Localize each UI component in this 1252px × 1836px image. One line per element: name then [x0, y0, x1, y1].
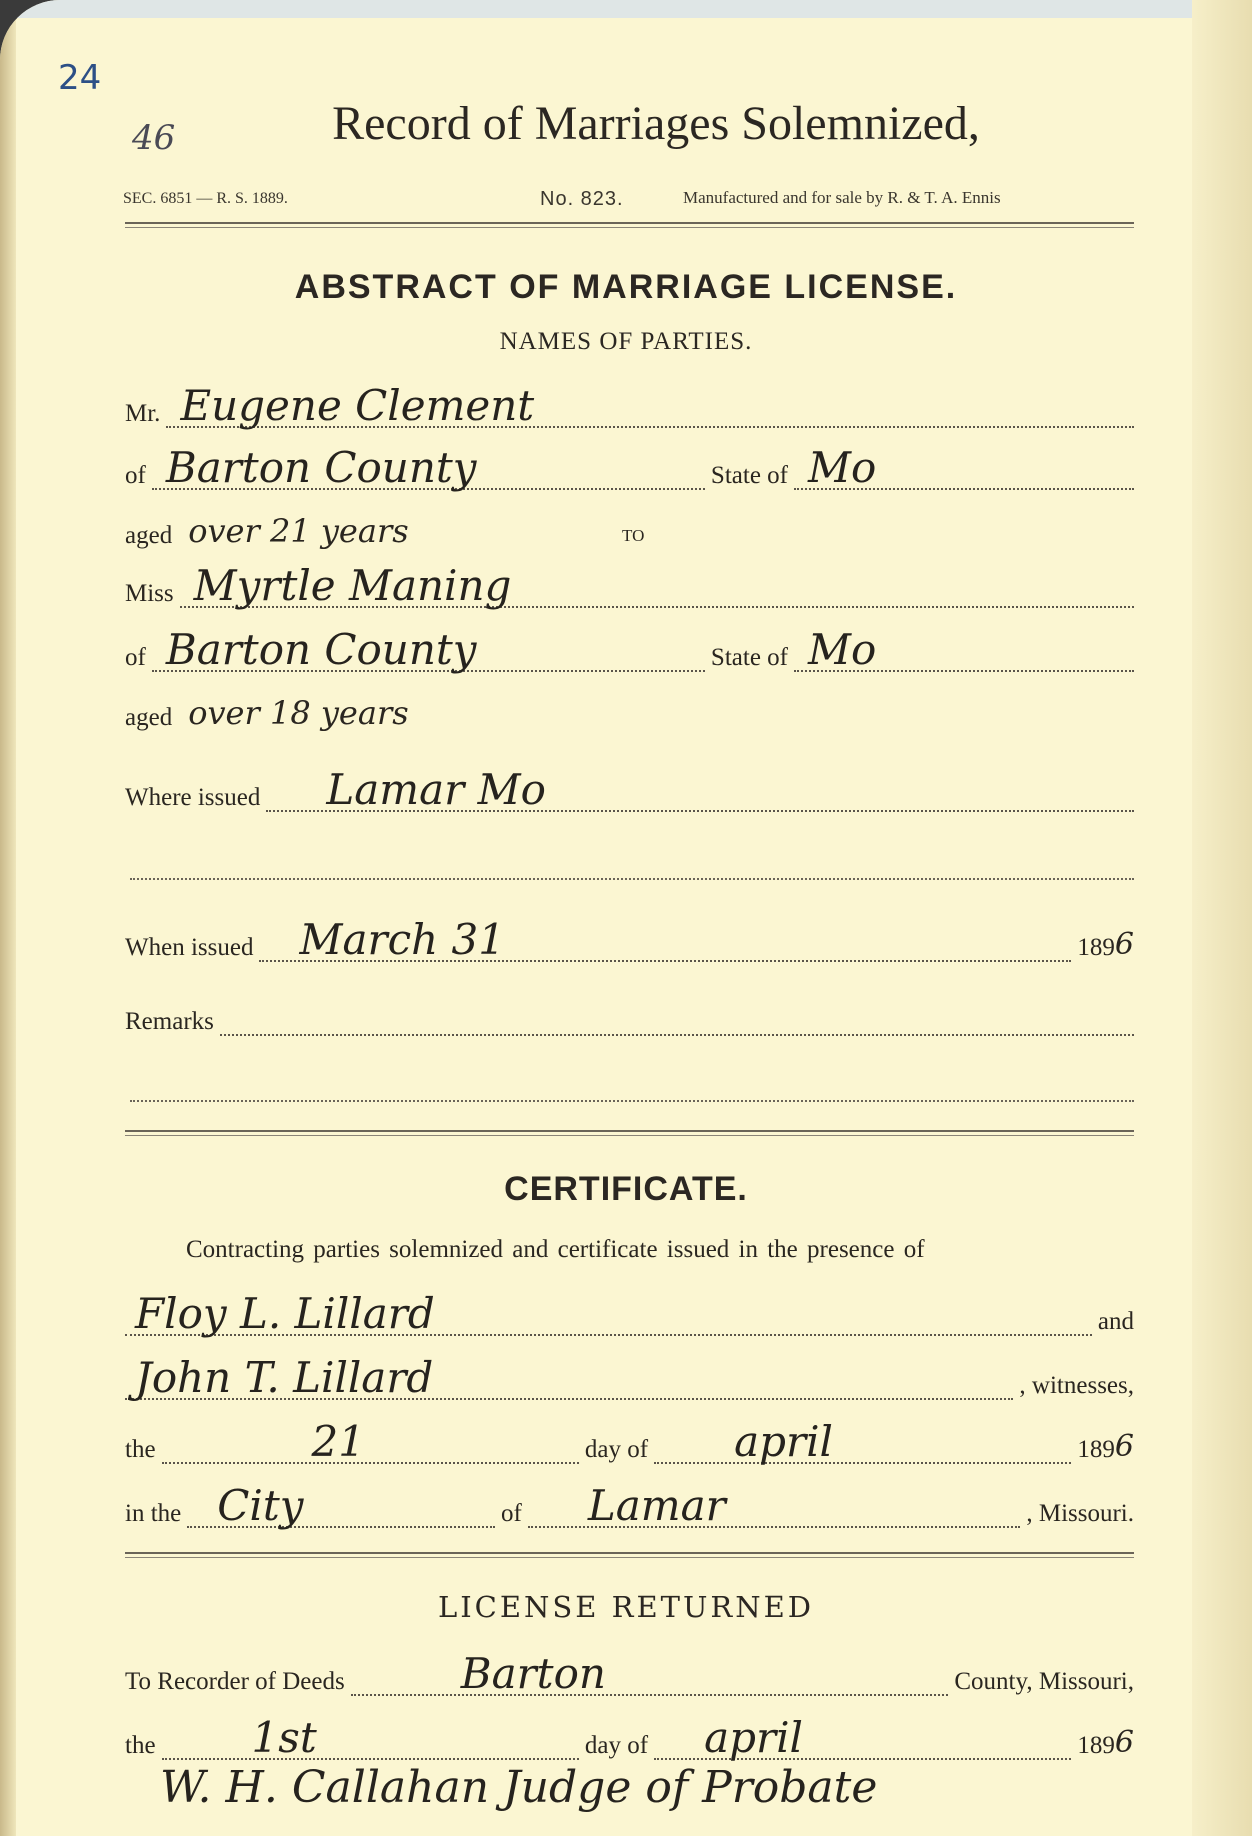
- bride-county: Barton County: [165, 625, 477, 674]
- groom-county: Barton County: [165, 443, 477, 492]
- place-type: City: [217, 1481, 304, 1530]
- to-label: TO: [622, 526, 645, 545]
- certificate-heading: CERTIFICATE.: [504, 1170, 748, 1208]
- bride-residence-row: of Barton County State of Mo: [125, 632, 1134, 672]
- when-issued-year-digit: 6: [1114, 927, 1134, 962]
- bride-name: Myrtle Maning: [193, 561, 512, 610]
- handwritten-entry-number: 46: [132, 118, 176, 158]
- remarks-row: Remarks: [125, 996, 1134, 1036]
- certificate-statement: Contracting parties solemnized and certificate issued in the presence of: [186, 1236, 925, 1263]
- license-returned-heading: LICENSE RETURNED: [437, 1590, 815, 1624]
- manufacturer-note: Manufactured and for sale by R. & T. A. Ennis: [683, 188, 1001, 207]
- returned-year-digit: 6: [1114, 1725, 1134, 1760]
- groom-residence-row: of Barton County State of Mo: [125, 450, 1134, 490]
- groom-name-row: Mr. Eugene Clement: [125, 388, 1134, 428]
- judge-signature: W. H. Callahan Judge of Probate: [160, 1762, 878, 1813]
- bride-name-row: Miss Myrtle Maning: [125, 568, 1134, 608]
- parties-subheading: NAMES OF PARTIES.: [499, 328, 753, 355]
- where-issued: Lamar Mo: [326, 765, 546, 814]
- recorder-county: Barton: [460, 1649, 606, 1698]
- witness-two: John T. Lillard: [135, 1353, 434, 1402]
- statute-reference: SEC. 6851 — R. S. 1889.: [123, 190, 288, 207]
- solemnized-year-digit: 6: [1114, 1429, 1134, 1464]
- recorder-row: To Recorder of Deeds Barton County, Missouri,: [125, 1649, 1134, 1698]
- groom-age: over 21 years: [188, 512, 409, 550]
- returned-date-row: the 1st day of april 189 6: [125, 1713, 1134, 1762]
- place-name: Lamar: [587, 1481, 726, 1530]
- solemnized-date-row: the 21 day of april 189 6: [125, 1417, 1134, 1466]
- place-row: in the City of Lamar , Missouri.: [125, 1481, 1134, 1530]
- groom-state: Mo: [808, 443, 877, 492]
- license-heading: ABSTRACT OF MARRIAGE LICENSE.: [294, 268, 958, 306]
- when-issued-row: When issued March 31 189 6: [125, 915, 1134, 964]
- groom-age-row: aged over 21 years TO: [125, 512, 645, 550]
- bride-age-row: aged over 18 years: [125, 694, 409, 732]
- returned-month: april: [704, 1713, 803, 1762]
- bride-state: Mo: [808, 625, 877, 674]
- returned-day: 1st: [251, 1713, 317, 1762]
- groom-name: Eugene Clement: [180, 381, 535, 430]
- where-issued-row: Where issued Lamar Mo: [125, 772, 1134, 812]
- when-issued-date: March 31: [299, 915, 505, 964]
- scan-edge: [0, 0, 1252, 18]
- solemnized-month: april: [734, 1417, 833, 1466]
- form-number: No. 823.: [540, 188, 624, 210]
- witness-one: Floy L. Lillard: [135, 1289, 435, 1338]
- bride-age: over 18 years: [188, 694, 409, 732]
- solemnized-day: 21: [311, 1417, 365, 1466]
- witness-two-row: John T. Lillard , witnesses,: [125, 1360, 1134, 1400]
- when-issued-year-prefix: 189: [1077, 934, 1115, 961]
- register-title: Record of Marriages Solemnized,: [332, 97, 980, 150]
- page-number: 24: [58, 58, 102, 98]
- witness-one-row: Floy L. Lillard and: [125, 1296, 1134, 1336]
